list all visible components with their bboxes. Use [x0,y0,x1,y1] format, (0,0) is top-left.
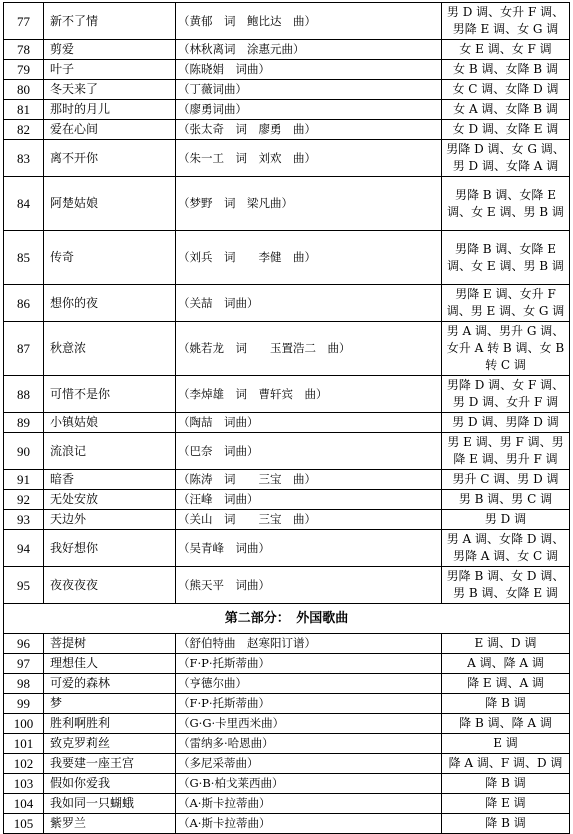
table-row [4,734,570,754]
table-row [4,530,570,567]
song-author: （舒伯特曲 赵寒阳订谱） [176,634,442,654]
song-number: 90 [4,433,44,470]
table-row [4,814,570,834]
song-number: 87 [4,322,44,376]
song-author: （李焯雄 词 曹轩宾 曲） [176,376,442,413]
song-author: （朱一工 词 刘欢 曲） [176,140,442,177]
song-author: （F·P·托斯蒂曲） [176,654,442,674]
song-key: 男降 D 调、女 G 调、男 D 调、女降 A 调 [442,140,570,177]
song-author: （关喆 词曲） [176,285,442,322]
song-key: 男 B 调、男 C 调 [442,490,570,510]
song-author: （梦野 词 梁凡曲） [176,177,442,231]
song-title: 我要建一座王宫 [44,754,176,774]
table-row [4,794,570,814]
song-number: 91 [4,470,44,490]
song-key: 男降 B 调、女降 E 调、女 E 调、男 B 调 [442,177,570,231]
song-number: 77 [4,3,44,40]
song-number: 93 [4,510,44,530]
song-title: 剪爱 [44,40,176,60]
song-author: （姚若龙 词 玉置浩二 曲） [176,322,442,376]
song-number: 80 [4,80,44,100]
table-row [4,140,570,177]
table-row [4,322,570,376]
song-key: 降 B 调 [442,814,570,834]
song-author: （汪峰 词曲） [176,490,442,510]
song-number: 94 [4,530,44,567]
song-title: 冬天来了 [44,80,176,100]
table-row [4,567,570,604]
song-number: 105 [4,814,44,834]
song-author: （G·B·柏戈莱西曲） [176,774,442,794]
song-title: 菩提树 [44,634,176,654]
table-row [4,490,570,510]
song-key: 男 D 调、男降 D 调 [442,413,570,433]
song-author: （林秋离词 涂惠元曲） [176,40,442,60]
section-title: 第二部分： 外国歌曲 [4,604,570,634]
song-author: （张太奇 词 廖勇 曲） [176,120,442,140]
song-key: 女 A 调、女降 B 调 [442,100,570,120]
song-title: 传奇 [44,231,176,285]
song-number: 100 [4,714,44,734]
song-number: 81 [4,100,44,120]
song-title: 胜利啊胜利 [44,714,176,734]
song-key: 降 B 调 [442,694,570,714]
table-row [4,413,570,433]
song-author: （F·P·托斯蒂曲） [176,694,442,714]
table-row [4,694,570,714]
song-author: （黄郁 词 鲍比达 曲） [176,3,442,40]
song-author: （A·斯卡拉蒂曲） [176,794,442,814]
song-title: 阿楚姑娘 [44,177,176,231]
song-title: 想你的夜 [44,285,176,322]
song-author: （陶喆 词曲） [176,413,442,433]
song-title: 天边外 [44,510,176,530]
table-row [4,80,570,100]
song-key: 降 A 调、F 调、D 调 [442,754,570,774]
song-author: （巴奈 词曲） [176,433,442,470]
table-row [4,774,570,794]
song-key: 降 B 调 [442,774,570,794]
table-row [4,285,570,322]
song-key: 男降 B 调、女降 E 调、女 E 调、男 B 调 [442,231,570,285]
song-number: 83 [4,140,44,177]
song-number: 82 [4,120,44,140]
song-author: （陈涛 词 三宝 曲） [176,470,442,490]
song-title: 叶子 [44,60,176,80]
song-author: （陈晓娟 词曲） [176,60,442,80]
song-title: 紫罗兰 [44,814,176,834]
song-author: （廖勇词曲） [176,100,442,120]
song-key: 男 D 调 [442,510,570,530]
table-row [4,3,570,40]
song-number: 89 [4,413,44,433]
table-row [4,674,570,694]
table-row [4,100,570,120]
song-key: 女 C 调、女降 D 调 [442,80,570,100]
song-number: 84 [4,177,44,231]
table-row [4,376,570,413]
section-row [4,604,570,634]
song-author: （吴青峰 词曲） [176,530,442,567]
song-key: 女 B 调、女降 B 调 [442,60,570,80]
song-title: 假如你爱我 [44,774,176,794]
table-row [4,714,570,734]
song-key: 男降 B 调、女 D 调、男 B 调、女降 E 调 [442,567,570,604]
song-title: 新不了情 [44,3,176,40]
song-title: 可惜不是你 [44,376,176,413]
song-key: 男 A 调、男升 G 调、女升 A 转 B 调、女 B 转 C 调 [442,322,570,376]
song-author: （A·斯卡拉蒂曲） [176,814,442,834]
song-author: （丁薇词曲） [176,80,442,100]
song-author: （熊天平 词曲） [176,567,442,604]
song-title: 小镇姑娘 [44,413,176,433]
table-row [4,634,570,654]
song-key: 女 E 调、女 F 调 [442,40,570,60]
song-number: 101 [4,734,44,754]
song-number: 78 [4,40,44,60]
song-author: （关山 词 三宝 曲） [176,510,442,530]
song-key: 男降 D 调、女 F 调、男 D 调、女升 F 调 [442,376,570,413]
song-number: 88 [4,376,44,413]
song-number: 102 [4,754,44,774]
table-row [4,120,570,140]
song-number: 85 [4,231,44,285]
song-number: 99 [4,694,44,714]
song-key: 降 E 调 [442,794,570,814]
table-row [4,470,570,490]
song-title: 暗香 [44,470,176,490]
song-number: 92 [4,490,44,510]
song-title: 致克罗莉丝 [44,734,176,754]
song-title: 我如同一只蝴蛾 [44,794,176,814]
song-title: 我好想你 [44,530,176,567]
song-author: （亨德尔曲） [176,674,442,694]
song-author: （G·G·卡里西米曲） [176,714,442,734]
table-row [4,654,570,674]
song-title: 可爱的森林 [44,674,176,694]
table-body [4,3,570,834]
song-key: 男升 C 调、男 D 调 [442,470,570,490]
song-title: 无处安放 [44,490,176,510]
table-row [4,510,570,530]
song-number: 103 [4,774,44,794]
song-title: 那时的月儿 [44,100,176,120]
song-key: 降 E 调、A 调 [442,674,570,694]
song-title: 理想佳人 [44,654,176,674]
song-author: （多尼采蒂曲） [176,754,442,774]
song-title: 流浪记 [44,433,176,470]
song-title: 秋意浓 [44,322,176,376]
table-row [4,433,570,470]
song-key: 男降 E 调、女升 F 调、男 E 调、女 G 调 [442,285,570,322]
song-author: （刘兵 词 李健 曲） [176,231,442,285]
song-key: 男 A 调、女降 D 调、男降 A 调、女 C 调 [442,530,570,567]
song-title: 离不开你 [44,140,176,177]
song-key: A 调、降 A 调 [442,654,570,674]
song-key: E 调、D 调 [442,634,570,654]
song-title: 夜夜夜夜 [44,567,176,604]
song-key: 男 E 调、男 F 调、男降 E 调、男升 F 调 [442,433,570,470]
song-number: 98 [4,674,44,694]
table-row [4,60,570,80]
song-key: 降 B 调、降 A 调 [442,714,570,734]
table-row [4,177,570,231]
song-number: 79 [4,60,44,80]
table-row [4,754,570,774]
song-number: 97 [4,654,44,674]
song-key: 男 D 调、女升 F 调、男降 E 调、女 G 调 [442,3,570,40]
song-key: 女 D 调、女降 E 调 [442,120,570,140]
song-number: 104 [4,794,44,814]
song-number: 95 [4,567,44,604]
song-key-table [3,2,569,834]
song-title: 梦 [44,694,176,714]
song-title: 爱在心间 [44,120,176,140]
table-row [4,40,570,60]
song-author: （雷纳多·哈恩曲） [176,734,442,754]
song-number: 86 [4,285,44,322]
song-number: 96 [4,634,44,654]
song-key: E 调 [442,734,570,754]
table-row [4,231,570,285]
